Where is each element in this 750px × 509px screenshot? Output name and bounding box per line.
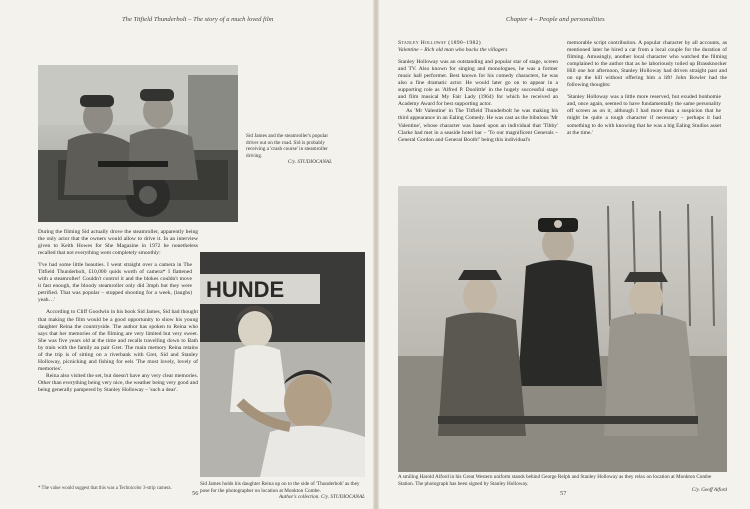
right-running-head: Chapter 4 – People and personalities — [506, 16, 605, 23]
photo-sign-text: HUNDE — [206, 277, 285, 302]
left-paragraph-3: Reina also visited the set, but doesn't have any very clear memories. Other than everything being very nice, the weather being very good and being generally pampered by Stanley Holloway – 'such a dear'. — [38, 372, 198, 393]
sid-and-reina-caption — [200, 481, 365, 501]
left-footnote: * The value would suggest that this was a Technicolor 3-strip camera. — [38, 486, 172, 491]
section-heading-name: Stanley Holloway (1890–1982) — [398, 40, 481, 46]
steamroller-caption-text: Sid James and the steamroller's popular driver out on the road. Sid is probably receiving a 'crash course' in steamroller driving. — [246, 133, 329, 159]
right-page-number: 57 — [560, 490, 567, 497]
left-paragraph-2: According to Cliff Goodwin in his book Sid James, Sid had thought that making the film would be a good opportunity to show his young daughter Reina the countryside. The author has spoken to Reina who says that her memories of the filming are very limited but very sweet. She was five years old at the time and recalls travelling down to Bath by train with the family au pair Gret. The main memory Reina retains of the trip is of sitting on a riverbank with Gret, Sid and Stanley Holloway, picnicking and fishing for eels 'The most lovely, lovely of memories'. — [38, 309, 198, 372]
right-page — [378, 0, 750, 509]
steamroller-caption-credit: C/y. STUDIOCANAL — [287, 159, 332, 166]
left-page-number: 56 — [192, 490, 199, 497]
steamroller-photo-caption — [246, 133, 332, 166]
left-paragraph-1: During the filming Sid actually drove the steamroller, apparently being the only actor that the owners would allow to drive it. In an interview given to Keith Howes for She Magazine in 1972 he nonetheless recalled that not everything went completely smoothly: — [38, 229, 198, 257]
sid-and-reina-caption-credit: Author's collection. C/y. STUDIOCANAL — [279, 494, 365, 501]
right-text-column-1 — [398, 40, 558, 185]
section-heading-subtitle: Valentine – Rich old man who backs the villagers — [398, 47, 508, 54]
right-paragraph-3: memorable script contribution. A popular character by all accounts, as mentioned later he hired a car from a local couple for the duration of filming. Amusingly, another local character who watched the filming complained to the author that as he laboriously toiled up Brassknocker Hill one hot afternoon, Stanley Holloway had driven straight past and on up the hill without offering him a lift! John Bowler had the following thoughts: — [567, 40, 727, 89]
holloway-station-caption-text: A smiling Harold Alford in his Great Western uniform stands behind George Relph and Stanley Holloway as they relax on location at Monkton Combe Station. The photograph has been signed by Stanley Holloway. — [398, 474, 712, 487]
left-quote: 'I've had some little beauties. I went straight over a camera in The Titfield Thunderbolt, £10,000 quids worth of camera* I flattened with a steamroller! Couldn't control it and the blokes couldn't move it fast enough, the bloody steamroller only did 3mph but they were petrified. That was popular – stopped shooting for a week, (laughs) yeah…' — [38, 262, 192, 304]
holloway-station-caption-credit: C/y. Geoff Alford — [691, 487, 727, 494]
steamroller-photo-image — [38, 65, 238, 222]
left-text-column — [38, 229, 198, 501]
sid-and-reina-photo-image — [200, 252, 365, 477]
holloway-station-photo-image — [398, 186, 727, 472]
holloway-station-photo — [398, 186, 727, 472]
steamroller-photo — [38, 65, 238, 222]
right-text-column-2 — [567, 40, 727, 185]
left-running-head: The Titfield Thunderbolt – The story of a much loved film — [122, 16, 274, 23]
left-page — [0, 0, 374, 509]
right-quote: 'Stanley Holloway was a little more reserved, but exuded bonhomie and, once again, seemed to have fundamentally the same personality off screen as on it, although I had more than a suspicion that he might be quite a tough character if necessary – perhaps it had something to do with knowing that he was a big Ealing Studios asset at the time.' — [567, 94, 721, 136]
sid-and-reina-caption-text: Sid James holds his daughter Reina up on to the side of 'Thunderbolt' as they pose for the photographer on location at Monkton Combe. — [200, 481, 360, 494]
right-paragraph-2: As 'Mr Valentine' in The Titfield Thunderbolt he was making his third appearance in an Ealing Comedy. He was cast as the bibulous 'Mr Valentine', whose character was based upon an individual that 'Tibby' Clarke had met in a seaside hotel bar – 'To our magnificent Generals – General Gordon and General Booth!' being this individual's — [398, 108, 558, 143]
right-paragraph-1: Stanley Holloway was an outstanding and popular star of stage, screen and TV. Also known for singing and monologues, he was a former music hall performer. Best known for his comedy characters, he was also a fine dramatic actor. He would later go on to appear in a supporting role as 'Alfred P. Doolittle' in the hugely successful stage and film musical My Fair Lady (1964) for which he received an Academy Award for best supporting actor. — [398, 59, 558, 108]
sid-and-reina-photo — [200, 252, 365, 477]
